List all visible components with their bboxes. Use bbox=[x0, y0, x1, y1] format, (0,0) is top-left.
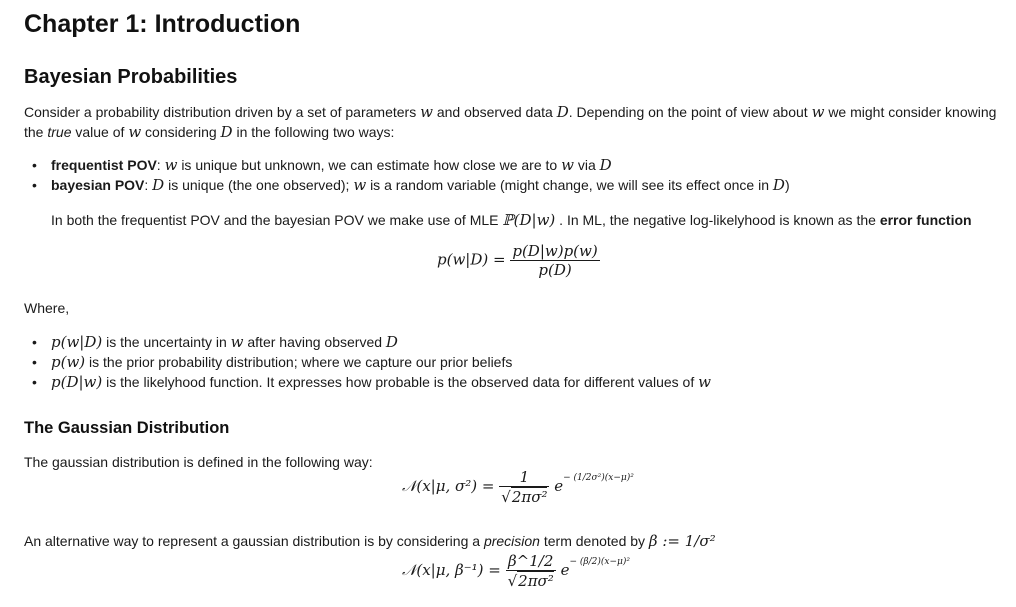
mle-paragraph: In both the frequentist POV and the bayesian POV we make use of MLE ℙ(D|w) . In ML, the negative log-likelyhood is known as the error function bbox=[51, 211, 972, 229]
alternative-paragraph: An alternative way to represent a gaussian distribution is by considering a precision term denoted by β := 1/σ² bbox=[24, 532, 716, 550]
section-title-gaussian: The Gaussian Distribution bbox=[24, 419, 230, 437]
gaussian-fraction: $\frac{1}{\text{√2πσ²}}$ bbox=[501, 468, 548, 506]
where-label: Where, bbox=[24, 300, 70, 316]
gaussian-defined-text: The gaussian distribution is defined in the following way: bbox=[24, 454, 373, 470]
list-item-frequentist: • frequentist POV: w is unique but unknown, we can estimate how close we are to w via D bbox=[24, 155, 790, 175]
gaussian-equation: 𝒩(x|μ, σ²) = $\frac{1}{\text{√2πσ²}}$ $e^{- (1/2\sigma^2)(x-\mu)^2}$ bbox=[402, 468, 634, 506]
bayes-fraction: $\frac{p(D|w)p(w)}{p(D)}$ bbox=[512, 242, 598, 279]
pov-list bbox=[24, 155, 790, 195]
intro-line-1: Consider a probability distribution driven by a set of parameters w and observed data D. Depending on the point of view about w we might consider knowing bbox=[24, 103, 997, 121]
gaussian-precision-fraction: $\frac{\beta\^{}1/2}{\text{√2πσ²}}$ bbox=[507, 552, 554, 590]
intro-line-2: the true value of w considering D in the following two ways: bbox=[24, 123, 395, 141]
gaussian-precision-equation: 𝒩(x|μ, β⁻¹) = $\frac{\beta\^{}1/2}{\text{√2πσ²}}$ $e^{- (\beta/2)(x-\mu)^2}$ bbox=[402, 552, 630, 590]
chapter-title: Chapter 1: Introduction bbox=[24, 10, 301, 38]
list-item-posterior: • p(w|D) is the uncertainty in w after having observed D bbox=[24, 332, 711, 352]
section-title-bayesian: Bayesian Probabilities bbox=[24, 66, 238, 88]
list-item-prior: • p(w) is the prior probability distribution; where we capture our prior beliefs bbox=[24, 352, 711, 372]
list-item-bayesian: • bayesian POV: D is unique (the one observed); w is a random variable (might change, we will see its effect once in D) bbox=[24, 175, 790, 195]
list-item-likelihood: • p(D|w) is the likelyhood function. It expresses how probable is the observed data for different values of w bbox=[24, 372, 711, 392]
bayes-equation: p(w|D) = $\frac{p(D|w)p(w)}{p(D)}$ bbox=[437, 242, 598, 279]
where-list bbox=[24, 332, 711, 392]
